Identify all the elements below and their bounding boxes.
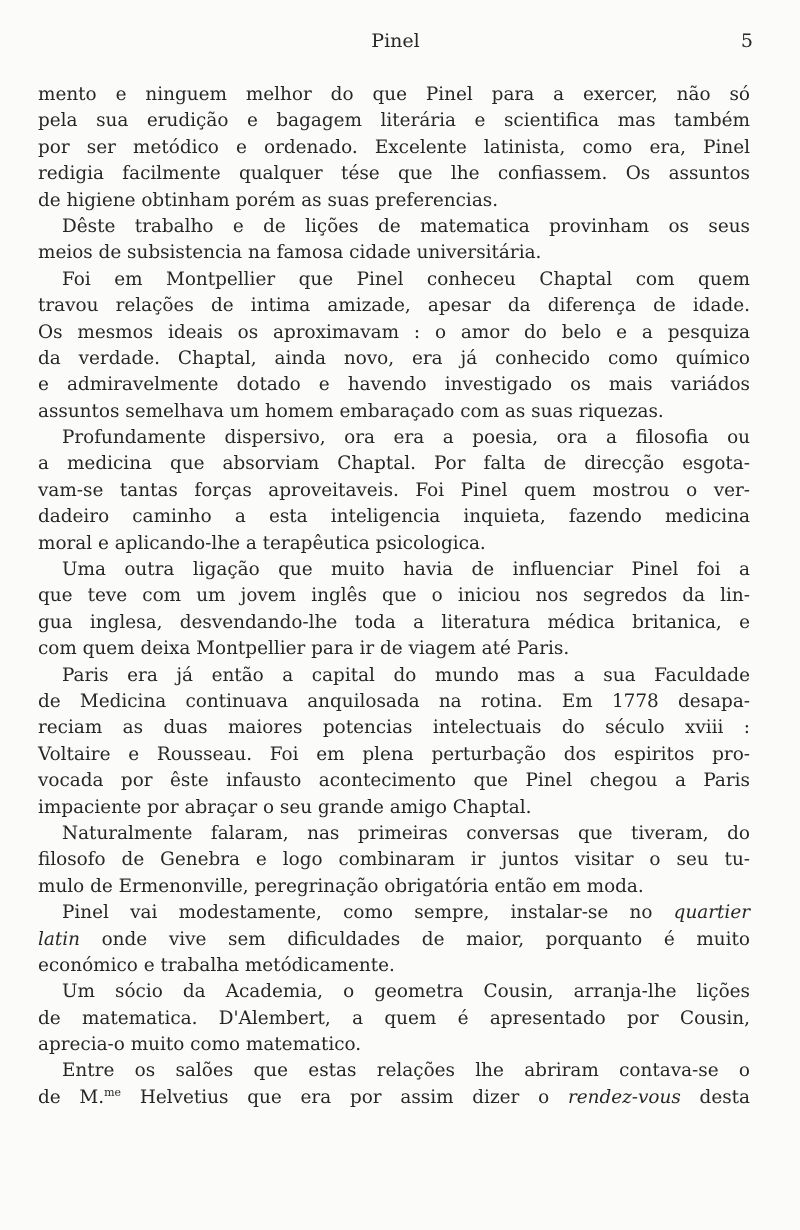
page-number: 5 bbox=[740, 30, 753, 52]
running-title: Pinel bbox=[371, 30, 420, 52]
text-run: onde vive sem dificuldades de maior, porquanto é muito bbox=[101, 928, 750, 950]
text-run: impaciente por abraçar o seu grande amigo Chaptal. bbox=[38, 796, 532, 818]
text-run: a medicina que absorviam Chaptal. Por falta de direcção esgota- bbox=[38, 453, 750, 475]
text-line bbox=[38, 1032, 750, 1058]
text-run: meios de subsistencia na famosa cidade universitária. bbox=[38, 242, 542, 264]
text-run: redigia facilmente qualquer tése que lhe confiassem. Os assuntos bbox=[38, 163, 750, 185]
text-line bbox=[38, 214, 750, 240]
text-run: gua inglesa, desvendando-lhe toda a literatura médica britanica, e bbox=[38, 611, 750, 633]
text-run: Entre os salões que estas relações lhe abriram contava-se o bbox=[62, 1060, 750, 1082]
text-run: moral e aplicando-lhe a terapêutica psicologica. bbox=[38, 532, 486, 554]
text-line bbox=[38, 1058, 750, 1084]
text-line bbox=[38, 900, 750, 926]
text-line bbox=[38, 531, 750, 557]
text-line bbox=[38, 372, 750, 398]
text-line bbox=[38, 636, 750, 662]
text-line bbox=[38, 161, 750, 187]
text-run: aprecia-o muito como matematico. bbox=[38, 1034, 362, 1056]
text-run: reciam as duas maiores potencias intelectuais do século xviii : bbox=[38, 717, 750, 739]
italic-term: rendez-vous bbox=[567, 1086, 681, 1108]
text-run: da verdade. Chaptal, ainda novo, era já conhecido como químico bbox=[38, 347, 750, 369]
italic-term: latin bbox=[38, 928, 80, 950]
text-run: Pinel vai modestamente, como sempre, instalar-se no bbox=[62, 902, 674, 924]
text-line bbox=[38, 399, 750, 425]
text-run: pela sua erudição e bagagem literária e scientifica mas também bbox=[38, 110, 750, 132]
italic-term: quartier bbox=[673, 902, 750, 924]
text-line bbox=[38, 610, 750, 636]
body-text bbox=[38, 82, 750, 1111]
text-run: desta bbox=[680, 1086, 750, 1108]
text-run: de matematica. D'Alembert, a quem é apresentado por Cousin, bbox=[38, 1007, 750, 1029]
text-line bbox=[38, 927, 750, 953]
text-line bbox=[38, 1085, 750, 1111]
text-run: Uma outra ligação que muito havia de influenciar Pinel foi a bbox=[62, 559, 750, 581]
text-run: e admiravelmente dotado e havendo investigado os mais variádos bbox=[38, 374, 750, 396]
text-run: com quem deixa Montpellier para ir de viagem até Paris. bbox=[38, 638, 570, 660]
text-run: económico e trabalha metódicamente. bbox=[38, 954, 395, 976]
text-run: Os mesmos ideais os aproximavam : o amor do belo e a pesquiza bbox=[38, 321, 750, 343]
text-line bbox=[38, 240, 750, 266]
text-line bbox=[38, 188, 750, 214]
text-line bbox=[38, 715, 750, 741]
text-line bbox=[38, 874, 750, 900]
text-line bbox=[38, 768, 750, 794]
text-line bbox=[38, 583, 750, 609]
text-line bbox=[38, 795, 750, 821]
text-run: Foi em Montpellier que Pinel conheceu Chaptal com quem bbox=[62, 268, 750, 290]
text-line bbox=[38, 346, 750, 372]
text-line bbox=[38, 478, 750, 504]
text-line bbox=[38, 742, 750, 768]
text-line bbox=[38, 953, 750, 979]
text-run: de higiene obtinham porém as suas preferencias. bbox=[38, 189, 499, 211]
text-run: vam-se tantas forças aproveitaveis. Foi Pinel quem mostrou o ver- bbox=[38, 479, 750, 501]
text-run: mulo de Ermenonville, peregrinação obrigatória então em moda. bbox=[38, 875, 644, 897]
text-run: mento e ninguem melhor do que Pinel para a exercer, não só bbox=[38, 84, 750, 105]
superscript: me bbox=[104, 1085, 122, 1099]
text-line bbox=[38, 1006, 750, 1032]
running-header bbox=[38, 30, 753, 56]
text-line bbox=[38, 557, 750, 583]
text-run: Naturalmente falaram, nas primeiras conversas que tiveram, do bbox=[62, 822, 750, 844]
text-run: que teve com um jovem inglês que o iniciou nos segredos da lin- bbox=[38, 585, 750, 607]
text-run: Um sócio da Academia, o geometra Cousin, arranja-lhe lições bbox=[62, 981, 750, 1003]
text-run: dadeiro caminho a esta inteligencia inquieta, fazendo medicina bbox=[38, 506, 750, 528]
text-line bbox=[38, 293, 750, 319]
text-line bbox=[38, 135, 750, 161]
text-line bbox=[38, 504, 750, 530]
text-run: de M. bbox=[38, 1086, 105, 1108]
text-run: Dêste trabalho e de lições de matematica provinham os seus bbox=[62, 215, 750, 237]
text-run: Paris era já então a capital do mundo mas a sua Faculdade bbox=[62, 664, 750, 686]
text-line bbox=[38, 689, 750, 715]
text-line bbox=[38, 847, 750, 873]
text-line bbox=[38, 663, 750, 689]
text-line bbox=[38, 425, 750, 451]
text-run: filosofo de Genebra e logo combinaram ir juntos visitar o seu tu- bbox=[38, 849, 750, 871]
text-run: vocada por êste infausto acontecimento que Pinel chegou a Paris bbox=[38, 770, 750, 792]
text-line bbox=[38, 979, 750, 1005]
text-line bbox=[38, 821, 750, 847]
text-line bbox=[38, 451, 750, 477]
text-line bbox=[38, 82, 750, 108]
text-run: travou relações de intima amizade, apesar da diferença de idade. bbox=[38, 295, 750, 317]
text-run: de Medicina continuava anquilosada na rotina. Em 1778 desapa- bbox=[38, 690, 750, 712]
text-run: Profundamente dispersivo, ora era a poesia, ora a filosofia ou bbox=[62, 427, 750, 449]
text-run: assuntos semelhava um homem embaraçado com as suas riquezas. bbox=[38, 400, 664, 422]
text-line bbox=[38, 108, 750, 134]
text-run: por ser metódico e ordenado. Excelente latinista, como era, Pinel bbox=[38, 136, 750, 158]
text-line bbox=[38, 320, 750, 346]
text-run: Voltaire e Rousseau. Foi em plena perturbação dos espiritos pro- bbox=[38, 743, 750, 765]
text-run: Helvetius que era por assim dizer o bbox=[139, 1086, 568, 1108]
text-line bbox=[38, 267, 750, 293]
